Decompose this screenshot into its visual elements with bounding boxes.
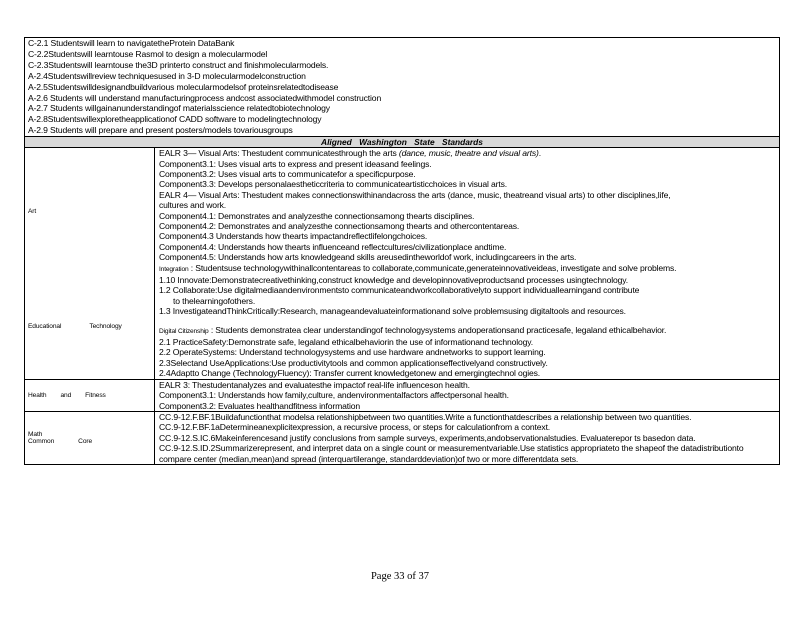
standards-table: [25, 147, 779, 464]
standard-heading: Integration: [159, 265, 189, 273]
standard-text: : Students demonstratea clear understandingof technologysystems andoperationsand practicesafe, legaland ethicalbehavior.: [210, 324, 667, 335]
standards-cell-educational-technology: [155, 275, 780, 379]
objective-item: A-2.9 Students will prepare and present posters/models tovariousgroups: [28, 125, 293, 136]
subject-label: Educational: [28, 323, 62, 331]
standard-line: Component3.2: Uses visual arts to communicatefor a specificpurpose.: [159, 168, 416, 179]
standard-line: [159, 325, 777, 337]
standard-line: Component3.1: Uses visual arts to express and present ideasand feelings.: [159, 158, 432, 169]
subject-label: Health: [28, 391, 47, 399]
standard-line: 2.4Adaptto Change (TechnologyFluency): Transfer current knowledgetonew and emergingtechnol ogies.: [159, 368, 541, 379]
standard-line: Component4.5: Understands how arts knowledgeand skills areusedintheworldof work, includingcareers in the arts.: [159, 252, 577, 263]
standard-line: CC.9-12.F.BF.1Buildafunctionthat modelsa relationshipbetween two quantities.Write a functionthatdescribes a relationship between two quantities.: [159, 411, 692, 422]
standard-line: EALR 3: Thestudentanalyzes and evaluatesthe impactof real-life influenceson health.: [159, 379, 470, 390]
subject-label: Math: [28, 430, 43, 438]
standard-line: EALR 4— Visual Arts: Thestudent makes connectionswithinandacross the arts (dance, music, theatreand visual arts) to other disciplines,life,: [159, 189, 671, 200]
objective-item: A-2.5Studentswilldesignandbuildvarious molecularmodelsof proteinsrelatedtodisease: [28, 81, 339, 92]
standard-emphasis: (dance, music, theatre and visual arts): [398, 148, 539, 159]
standard-line: Component3.1: Understands how family,culture, andenvironmentalfactors affectpersonal health.: [159, 390, 509, 401]
standard-line: 2.1 PracticeSafety:Demonstrate safe, legaland ethicalbehaviorin the use of informationand technology.: [159, 337, 534, 348]
standard-line: 2.3Selectand UseApplications:Use productivitytools and common applicationseffectivelyand constructively.: [159, 357, 548, 368]
subject-label: Core: [78, 437, 93, 445]
standard-line: Component3.3: Develops personalaestheticcriteria to communicateartisticchoices in visual arts.: [159, 179, 507, 190]
objective-item: A-2.6 Students will understand manufacturingprocess andcost associatedwithmodel construction: [28, 92, 382, 103]
standard-line: 1.2 Collaborate:Use digitalmediaandenvironmentsto communicateandworkcollaborativelyto support individuallearningand contribute: [159, 285, 640, 296]
subject-cell-health-fitness: [25, 379, 155, 411]
standard-text: : Studentsuse technologywithinallcontentareas to collaborate,communicate,generateinnovativeideas, investigate and solve problems.: [190, 262, 677, 273]
standards-box: [24, 37, 780, 465]
standards-cell-math: [155, 411, 780, 464]
standard-line: to thelearningofothers.: [173, 295, 256, 306]
standards-cell-art: [155, 148, 780, 275]
standard-line: Component3.2: Evaluates healthandfitness information: [159, 400, 360, 411]
standard-line: CC.9-12.F.BF.1aDetermineanexplicitexpression, a recursive process, or steps for calculationfrom a context.: [159, 422, 551, 433]
standard-line: Component4.1: Demonstrates and analyzesthe connectionsamong thearts disciplines.: [159, 210, 475, 221]
page-number: Page 33 of 37: [370, 571, 430, 582]
standard-line: CC.9-12.S.IC.6Makeinferencesand justify conclusions from sample surveys, experiments,andobservationalstudies. Evaluaterepor ts basedon data.: [159, 432, 696, 443]
subject-label: Technology: [89, 323, 122, 331]
standards-band-title: Aligned Washington State Standards: [25, 136, 779, 147]
objective-item: C-2.2Studentswill learntouse Rasmol to design a molecularmodel: [28, 48, 268, 59]
objective-item: A-2.4Studentswillreview techniquesused in 3-D molecularmodelconstruction: [28, 70, 306, 81]
standard-line: cultures and work.: [159, 200, 227, 211]
subject-label: Fitness: [85, 391, 106, 399]
standard-text: EALR 3— Visual Arts: Thestudent communicatesthrough the arts: [159, 148, 397, 159]
standard-line: Component4.2: Demonstrates and analyzesthe connectionsamong thearts and othercontentareas.: [159, 221, 520, 231]
subject-label: and: [60, 391, 72, 399]
standard-line: [159, 148, 777, 158]
table-row-educational-technology: [25, 275, 779, 379]
standard-heading: Digital Citizenship: [159, 327, 209, 335]
table-row-art: [25, 148, 779, 275]
standard-line: [159, 263, 777, 275]
subject-cell-art: [25, 148, 155, 275]
objective-item: A-2.8Studentswillexploretheapplicationof CADD software to modelingtechnology: [28, 114, 322, 125]
objective-item: C-2.1 Studentswill learn to navigatetheProtein DataBank: [28, 38, 235, 48]
table-row-health-fitness: [25, 379, 779, 411]
standard-line: Component4.3 Understands how thearts impactandreflectlifelongchoices.: [159, 231, 428, 242]
document-page: [24, 37, 780, 465]
standard-text: .: [538, 148, 541, 159]
standard-line: 1.3 InvestigateandThinkCritically:Research, manageandevaluateinformationand solve problemsusing digitaltools and resources.: [159, 306, 626, 317]
standard-line: CC.9-12.S.ID.2Summarizerepresent, and interpret data on a single count or measurementvariable.Use statistics appropriateto the shapeof the datadistributionto compare center (median,mean)and spread (interquartilerange, standarddeviation)of two or more differentdata sets.: [159, 443, 744, 464]
standard-line: Component4.4: Understands how thearts influenceand reflectcultures/civilizationplace andtime.: [159, 241, 507, 252]
standard-line: 1.10 Innovate:Demonstratecreativethinking,construct knowledge and developinnovativeproductsand processes usingtechnology.: [159, 275, 628, 286]
standard-line: 2.2 OperateSystems: Understand technologysystems and use hardware andnetworks to support learning.: [159, 347, 546, 358]
objective-item: A-2.7 Students willgainanunderstandingof materialsscience relatedtobiotechnology: [28, 103, 330, 114]
subject-label: Art: [28, 208, 37, 216]
subject-label: Common: [28, 437, 55, 445]
subject-cell-educational-technology: [25, 275, 155, 379]
table-row-math: [25, 411, 779, 464]
objective-item: C-2.3Studentswill learntouse the3D printerto construct and finishmolecularmodels.: [28, 59, 329, 70]
objectives-list: [25, 38, 779, 136]
subject-cell-math: [25, 411, 155, 464]
standards-cell-health-fitness: [155, 379, 780, 411]
